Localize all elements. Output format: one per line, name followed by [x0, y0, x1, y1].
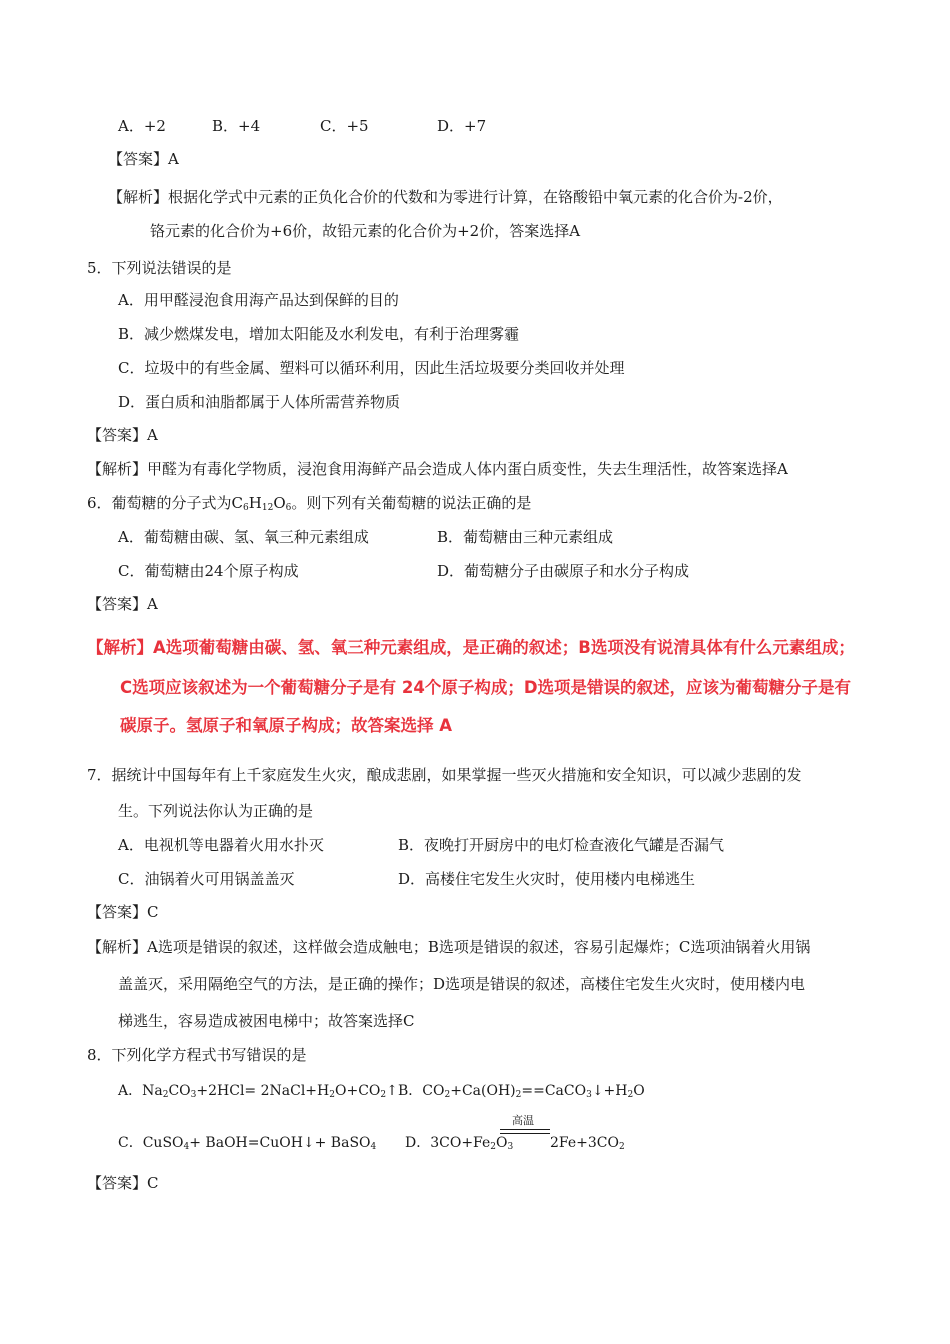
q8-eq-d-condition: 高温: [512, 1114, 534, 1127]
q7-analysis-line-1: 【解析】A选项是错误的叙述，这样做会造成触电；B选项是错误的叙述，容易引起爆炸；C选项油锅着火用锅: [87, 938, 811, 956]
q8-equation-d-reactants: [405, 1133, 513, 1153]
q8-eq-a-part: A．Na: [118, 1083, 163, 1099]
q4-analysis-line-2: 铬元素的化合价为+6价，故铅元素的化合价为+2价，答案选择A: [150, 222, 581, 240]
q6-formula-h: H: [248, 494, 262, 512]
q6-stem: [87, 493, 531, 513]
q8-eq-d-sub: 2: [490, 1142, 497, 1152]
q6-analysis-line-2: C选项应该叙述为一个葡萄糖分子是有 24个原子构成；D选项是错误的叙述，应该为葡萄糖分子是有: [120, 678, 852, 697]
q6-option-a: A．葡萄糖由碳、氢、氧三种元素组成: [118, 528, 369, 546]
q5-answer: 【答案】A: [87, 426, 158, 444]
q5-option-b: B．减少燃煤发电，增加太阳能及水利发电，有利于治理雾霾: [118, 325, 520, 343]
q4-option-c: C．+5: [320, 117, 369, 135]
q5-analysis: 【解析】甲醛为有毒化学物质，浸泡食用海鲜产品会造成人体内蛋白质变性，失去生理活性，故答案选择A: [87, 460, 788, 478]
q8-eq-a-part: CO: [168, 1083, 191, 1099]
q4-option-d: D．+7: [437, 117, 487, 135]
q8-eq-c-sub: 4: [370, 1142, 377, 1152]
q8-eq-c-part: C．CuSO: [118, 1135, 184, 1151]
q6-option-b: B．葡萄糖由三种元素组成: [437, 528, 614, 546]
q8-eq-d-sub: 2: [618, 1142, 625, 1152]
q8-equation-c: [118, 1133, 376, 1153]
q6-formula-c-count: 6: [243, 503, 249, 513]
q8-answer: 【答案】C: [87, 1174, 159, 1192]
q8-eq-a-sub: 2: [380, 1090, 387, 1100]
q7-stem-line-2: 生。下列说法你认为正确的是: [118, 802, 314, 820]
q8-eq-b-part: B．CO: [398, 1083, 445, 1099]
q6-formula-o-count: 6: [285, 503, 292, 513]
q5-option-a: A．用甲醛浸泡食用海产品达到保鲜的目的: [118, 291, 399, 309]
q8-eq-c-part: + BaOH=CuOH↓+ BaSO: [189, 1135, 371, 1151]
q4-analysis-line-1: 【解析】根据化学式中元素的正负化合价的代数和为零进行计算，在铬酸铅中氧元素的化合价为-2价，: [108, 188, 783, 206]
q6-analysis-line-1: 【解析】A选项葡萄糖由碳、氢、氧三种元素组成，是正确的叙述；B选项没有说清具体有什么元素组成；: [87, 638, 855, 657]
q8-eq-b-sub: 2: [444, 1090, 451, 1100]
q7-option-d: D．高楼住宅发生火灾时，使用楼内电梯逃生: [398, 870, 696, 888]
q8-eq-d-part: 2Fe+3CO: [550, 1135, 619, 1151]
q8-eq-b-part: O: [633, 1083, 645, 1099]
q8-eq-a-sub: 2: [162, 1090, 169, 1100]
q8-eq-d-sub: 3: [507, 1142, 514, 1152]
q4-option-b: B．+4: [212, 117, 261, 135]
q8-eq-d-part: O: [496, 1135, 508, 1151]
q6-option-d: D．葡萄糖分子由碳原子和水分子构成: [437, 562, 690, 580]
q8-eq-b-part: +Ca(OH): [450, 1083, 516, 1099]
q8-equation-b: [398, 1081, 645, 1101]
q8-eq-d-equals-sign: [500, 1129, 550, 1134]
q5-stem: 5．下列说法错误的是: [87, 259, 232, 277]
q8-eq-a-part: +2HCl= 2NaCl+H: [196, 1083, 330, 1099]
q8-eq-a-sub: 2: [329, 1090, 335, 1100]
q8-equation-d-products: [550, 1133, 625, 1153]
q7-stem-line-1: 7．据统计中国每年有上千家庭发生火灾，酿成悲剧，如果掌握一些灭火措施和安全知识，可以减少悲剧的发: [87, 766, 802, 784]
q6-formula-h-count: 12: [261, 503, 274, 513]
q8-eq-b-part: ==CaCO: [521, 1083, 587, 1099]
q8-stem: 8．下列化学方程式书写错误的是: [87, 1046, 307, 1064]
q4-answer: 【答案】A: [108, 150, 179, 168]
q8-eq-a-sub: 3: [190, 1090, 197, 1100]
q8-eq-b-part: ↓+H: [591, 1083, 628, 1099]
q7-option-c: C．油锅着火可用锅盖盖灭: [118, 870, 295, 888]
q6-option-c: C．葡萄糖由24个原子构成: [118, 562, 299, 580]
q7-answer: 【答案】C: [87, 903, 159, 921]
q7-analysis-line-3: 梯逃生，容易造成被困电梯中；故答案选择C: [118, 1012, 415, 1030]
q8-eq-b-sub: 2: [515, 1090, 522, 1100]
q6-stem-prefix: 6．葡萄糖的分子式为C: [87, 494, 244, 512]
q6-answer: 【答案】A: [87, 595, 158, 613]
q8-eq-d-part: D．3CO+Fe: [405, 1135, 491, 1151]
q8-eq-c-sub: 4: [183, 1142, 190, 1152]
q8-eq-a-part: ↑: [386, 1083, 398, 1099]
q4-option-a: A．+2: [118, 117, 166, 135]
q6-stem-suffix: 。则下列有关葡萄糖的说法正确的是: [291, 494, 532, 512]
q7-analysis-line-2: 盖盖灭，采用隔绝空气的方法，是正确的操作；D选项是错误的叙述，高楼住宅发生火灾时，使用楼内电: [118, 975, 806, 993]
q8-equation-a: [118, 1081, 398, 1101]
q6-formula-o: O: [273, 494, 286, 512]
q8-eq-b-sub: 3: [586, 1090, 592, 1100]
q7-option-b: B．夜晚打开厨房中的电灯检查液化气罐是否漏气: [398, 836, 725, 854]
q8-eq-a-part: O+CO: [334, 1083, 381, 1099]
q7-option-a: A．电视机等电器着火用水扑灭: [118, 836, 324, 854]
q5-option-c: C．垃圾中的有些金属、塑料可以循环利用，因此生活垃圾要分类回收并处理: [118, 359, 625, 377]
q6-analysis-line-3: 碳原子。氢原子和氧原子构成；故答案选择 A: [120, 716, 453, 735]
q5-option-d: D．蛋白质和油脂都属于人体所需营养物质: [118, 393, 401, 411]
q8-eq-b-sub: 2: [627, 1090, 634, 1100]
